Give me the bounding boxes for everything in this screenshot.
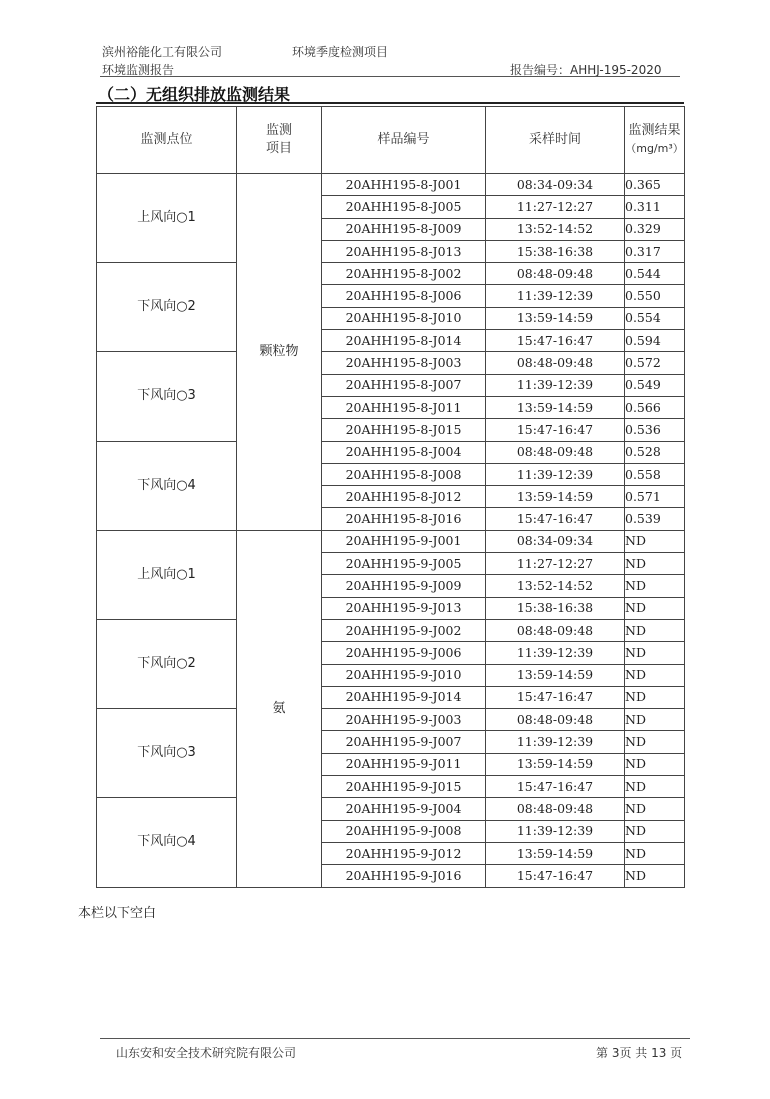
result-cell: 0.536 [625,419,685,441]
sample-cell: 20AHH195-8-J005 [322,196,486,218]
time-cell: 11:39-12:39 [486,642,625,664]
time-cell: 13:59-14:59 [486,753,625,775]
result-cell: 0.571 [625,486,685,508]
result-cell: ND [625,798,685,820]
table-row [97,530,685,552]
time-cell: 08:34-09:34 [486,174,625,196]
result-cell: 0.539 [625,508,685,530]
sample-cell: 20AHH195-8-J011 [322,396,486,418]
time-cell: 15:38-16:38 [486,597,625,619]
site-cell: 下风向○4 [97,441,237,530]
sample-cell: 20AHH195-9-J013 [322,597,486,619]
sample-cell: 20AHH195-9-J004 [322,798,486,820]
footer-page-number: 第 3页 共 13 页 [596,1046,683,1060]
table-row [97,263,685,285]
sample-cell: 20AHH195-8-J012 [322,486,486,508]
sample-cell: 20AHH195-8-J009 [322,218,486,240]
sample-cell: 20AHH195-9-J010 [322,664,486,686]
table-row [97,174,685,196]
table-header-row [97,107,685,174]
result-cell: 0.558 [625,463,685,485]
time-cell: 08:48-09:48 [486,619,625,641]
sample-cell: 20AHH195-9-J016 [322,865,486,887]
result-cell: ND [625,553,685,575]
sample-cell: 20AHH195-9-J015 [322,776,486,798]
site-cell: 上风向○1 [97,530,237,619]
table-top-rule [96,102,684,104]
site-cell: 下风向○2 [97,619,237,708]
sample-cell: 20AHH195-8-J008 [322,463,486,485]
time-cell: 08:34-09:34 [486,530,625,552]
time-cell: 08:48-09:48 [486,441,625,463]
time-cell: 15:38-16:38 [486,240,625,262]
sample-cell: 20AHH195-8-J014 [322,330,486,352]
site-cell: 下风向○3 [97,709,237,798]
time-cell: 08:48-09:48 [486,798,625,820]
result-cell: 0.365 [625,174,685,196]
result-cell: ND [625,530,685,552]
sample-cell: 20AHH195-9-J001 [322,530,486,552]
result-cell: ND [625,619,685,641]
result-cell: 0.549 [625,374,685,396]
result-cell: 0.566 [625,396,685,418]
col-header-result: 监测结果 （mg/m³） [625,107,685,174]
time-cell: 08:48-09:48 [486,263,625,285]
result-cell: ND [625,686,685,708]
header-report-type: 环境监测报告 [102,63,175,77]
result-cell: 0.329 [625,218,685,240]
sample-cell: 20AHH195-9-J008 [322,820,486,842]
result-cell: 0.317 [625,240,685,262]
sample-cell: 20AHH195-8-J003 [322,352,486,374]
sample-cell: 20AHH195-9-J011 [322,753,486,775]
result-cell: ND [625,709,685,731]
result-cell: 0.528 [625,441,685,463]
header-report-number: 报告编号：AHHJ-195-2020 [510,63,662,77]
col-header-site: 监测点位 [97,107,237,174]
sample-cell: 20AHH195-8-J006 [322,285,486,307]
time-cell: 13:59-14:59 [486,842,625,864]
section-title: （二）无组织排放监测结果 [98,85,291,104]
sample-cell: 20AHH195-8-J016 [322,508,486,530]
time-cell: 13:59-14:59 [486,664,625,686]
result-cell: 0.550 [625,285,685,307]
time-cell: 13:59-14:59 [486,486,625,508]
header-company: 滨州裕能化工有限公司 [102,45,223,59]
header-divider [100,76,680,77]
time-cell: 11:39-12:39 [486,820,625,842]
time-cell: 15:47-16:47 [486,776,625,798]
sample-cell: 20AHH195-9-J006 [322,642,486,664]
footer-institute: 山东安和安全技术研究院有限公司 [116,1046,297,1060]
result-cell: 0.554 [625,307,685,329]
time-cell: 13:59-14:59 [486,396,625,418]
time-cell: 11:39-12:39 [486,374,625,396]
result-cell: ND [625,842,685,864]
result-cell: 0.572 [625,352,685,374]
result-cell: ND [625,865,685,887]
table-row [97,352,685,374]
col-header-param: 监测项目 [237,107,322,174]
time-cell: 13:59-14:59 [486,307,625,329]
time-cell: 08:48-09:48 [486,709,625,731]
param-cell: 氨 [237,530,322,887]
col-header-time: 采样时间 [486,107,625,174]
time-cell: 11:27-12:27 [486,553,625,575]
col-header-unit: （mg/m³） [625,142,684,155]
time-cell: 15:47-16:47 [486,330,625,352]
table-row [97,798,685,820]
table-row [97,441,685,463]
table-row [97,709,685,731]
time-cell: 15:47-16:47 [486,508,625,530]
time-cell: 15:47-16:47 [486,865,625,887]
sample-cell: 20AHH195-8-J013 [322,240,486,262]
sample-cell: 20AHH195-8-J004 [322,441,486,463]
result-cell: ND [625,731,685,753]
site-cell: 上风向○1 [97,174,237,263]
sample-cell: 20AHH195-8-J015 [322,419,486,441]
result-cell: 0.311 [625,196,685,218]
sample-cell: 20AHH195-8-J007 [322,374,486,396]
sample-cell: 20AHH195-9-J012 [322,842,486,864]
time-cell: 15:47-16:47 [486,686,625,708]
time-cell: 15:47-16:47 [486,419,625,441]
sample-cell: 20AHH195-9-J014 [322,686,486,708]
result-cell: ND [625,753,685,775]
sample-cell: 20AHH195-9-J002 [322,619,486,641]
param-cell: 颗粒物 [237,174,322,531]
header-project: 环境季度检测项目 [292,45,389,59]
result-cell: ND [625,642,685,664]
result-cell: 0.594 [625,330,685,352]
result-cell: ND [625,820,685,842]
sample-cell: 20AHH195-9-J009 [322,575,486,597]
result-cell: ND [625,597,685,619]
result-cell: ND [625,664,685,686]
time-cell: 13:52-14:52 [486,575,625,597]
site-cell: 下风向○3 [97,352,237,441]
time-cell: 13:52-14:52 [486,218,625,240]
sample-cell: 20AHH195-8-J001 [322,174,486,196]
footer-divider [100,1038,690,1039]
sample-cell: 20AHH195-9-J007 [322,731,486,753]
time-cell: 11:39-12:39 [486,463,625,485]
result-cell: ND [625,575,685,597]
result-cell: 0.544 [625,263,685,285]
time-cell: 11:39-12:39 [486,731,625,753]
time-cell: 08:48-09:48 [486,352,625,374]
site-cell: 下风向○4 [97,798,237,887]
site-cell: 下风向○2 [97,263,237,352]
sample-cell: 20AHH195-8-J002 [322,263,486,285]
time-cell: 11:39-12:39 [486,285,625,307]
result-cell: ND [625,776,685,798]
time-cell: 11:27-12:27 [486,196,625,218]
table-row [97,619,685,641]
col-header-sample: 样品编号 [322,107,486,174]
sample-cell: 20AHH195-8-J010 [322,307,486,329]
blank-note: 本栏以下空白 [78,906,157,921]
sample-cell: 20AHH195-9-J003 [322,709,486,731]
results-table [96,106,685,888]
sample-cell: 20AHH195-9-J005 [322,553,486,575]
